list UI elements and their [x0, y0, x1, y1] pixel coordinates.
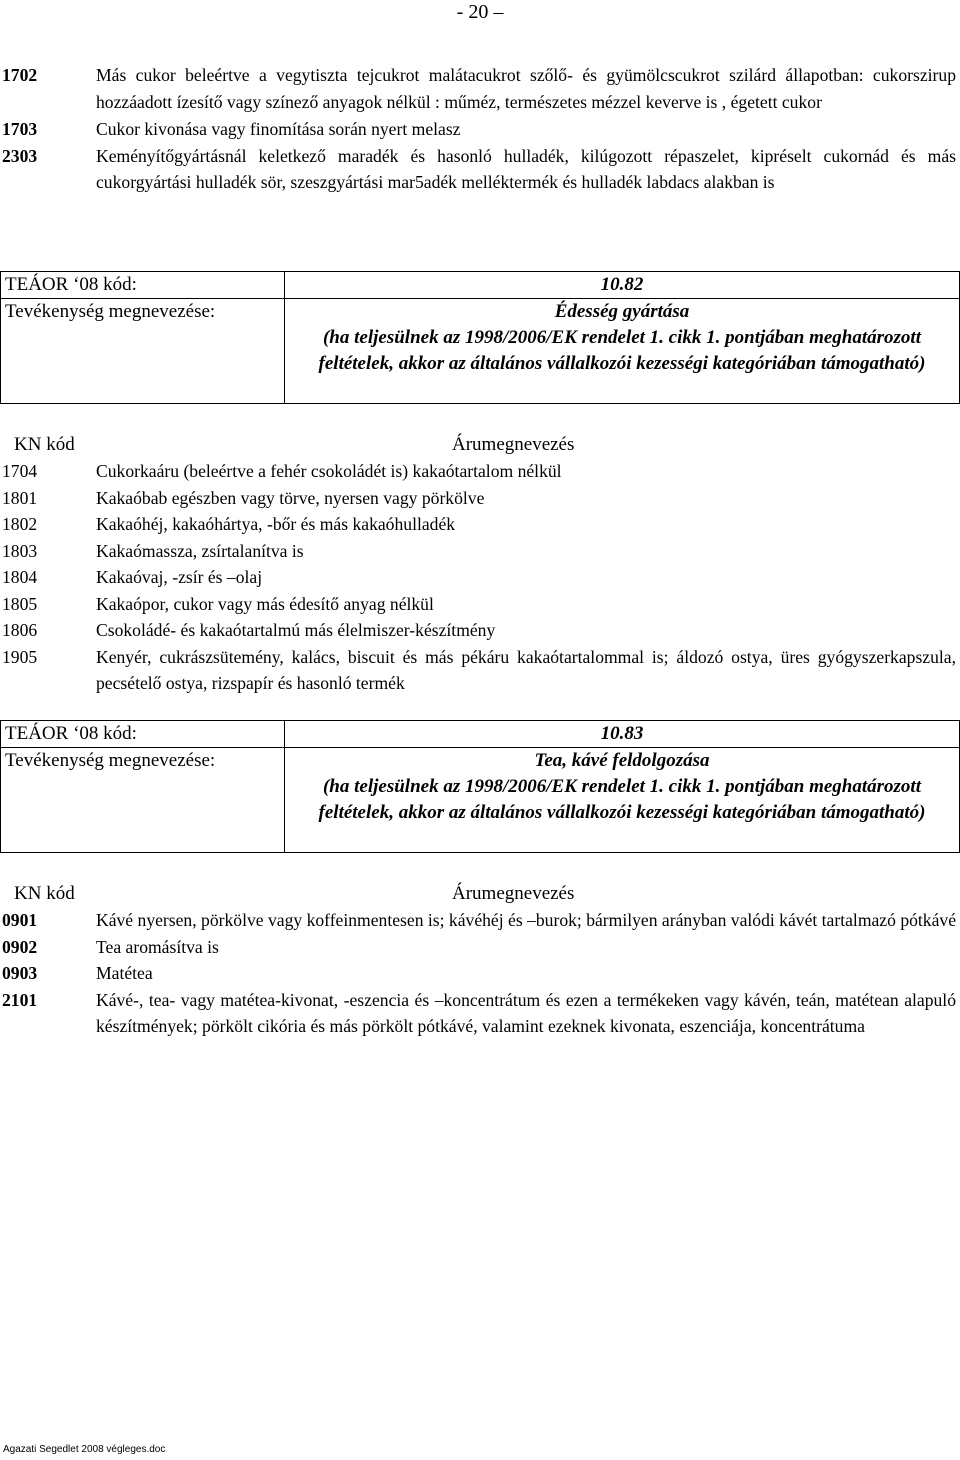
- page-number: - 20 –: [456, 1, 504, 23]
- activity-label: Tevékenység megnevezése:: [1, 748, 285, 853]
- list-item: [0, 538, 958, 565]
- product-description: Kakaóbab egészben vagy törve, nyersen vagy pörkölve: [96, 487, 485, 508]
- list-item: [0, 143, 958, 196]
- kn-code: 1803: [2, 540, 38, 561]
- kn-code: 0903: [2, 963, 38, 983]
- product-description: Cukorkaáru (beleértve a fehér csokoládét is) kakaótartalom nélkül: [96, 461, 562, 481]
- product-description: Tea aromásítva is: [96, 936, 219, 957]
- product-description: Kakaóhéj, kakaóhártya, -bőr és más kakaóhulladék: [96, 514, 456, 534]
- list-item: [0, 907, 958, 934]
- product-description: Kenyér, cukrászsütemény, kalács, biscuit és más pékáru kakaótartalommal is; áldozó ostya, üres gyógyszerkapszula, pecsételő ostya, rizspapír és hasonló termék: [96, 646, 956, 693]
- kn-table-header: [0, 881, 960, 907]
- product-description: Cukor kivonása vagy finomítása során nyert melasz: [96, 119, 461, 139]
- list-item: [0, 458, 958, 485]
- kn-code: 1804: [2, 567, 38, 587]
- list-item: [0, 62, 958, 115]
- kn-code: 0902: [2, 936, 38, 957]
- teaor-code-label: TEÁOR ‘08 kód:: [1, 272, 285, 299]
- activity-cell: [285, 299, 960, 404]
- activity-name: Édesség gyártása: [554, 301, 690, 322]
- product-description: Kakaóvaj, -zsír és –olaj: [96, 567, 263, 587]
- kn-code: 1905: [2, 646, 38, 667]
- list-item: [0, 564, 958, 591]
- product-description: Más cukor beleértve a vegytiszta tejcukrot malátacukrot szőlő- és gyümölcscukrot szilárd állapotban: cukorszirup hozzáadott ízesítő vagy színező anyagok nélkül : műméz, természetes mézzel keverve is , égetett cukor: [96, 65, 956, 112]
- activity-note: (ha teljesülnek az 1998/2006/EK rendelet 1. cikk 1. pontjában meghatározott feltételek, akkor az általános vállalkozói kezességi kategóriában támogatható): [318, 776, 926, 823]
- teaor-table: [0, 271, 960, 404]
- kn-code: 2101: [2, 989, 38, 1010]
- product-description: Kávé nyersen, pörkölve vagy koffeinmentesen is; kávéhéj és –burok; bármilyen arányban valódi kávét tartalmazó pótkávé: [96, 910, 957, 930]
- teaor-code-label: TEÁOR ‘08 kód:: [1, 721, 285, 748]
- intro-code-list: [0, 62, 958, 196]
- product-description: Kakaópor, cukor vagy más édesítő anyag nélkül: [96, 593, 434, 614]
- kn-code-list: [0, 458, 958, 697]
- activity-name: Tea, kávé feldolgozása: [534, 750, 710, 771]
- activity-cell: [285, 748, 960, 853]
- list-item: [0, 644, 958, 697]
- teaor-code-value: 10.82: [285, 272, 960, 299]
- kn-code: 0901: [2, 910, 38, 930]
- list-item: [0, 987, 958, 1040]
- list-item: [0, 485, 958, 512]
- kn-code-list: [0, 907, 958, 1040]
- product-description: Kávé-, tea- vagy matétea-kivonat, -eszencia és –koncentrátum és ezen a termékeken vagy kávén, teán, matétean alapuló készítmények; pörkölt cikória és más pörkölt pótkávé, valamint ezeknek kivonata, eszenciája, koncentrátuma: [96, 989, 956, 1036]
- list-item: [0, 934, 958, 961]
- activity-note: (ha teljesülnek az 1998/2006/EK rendelet 1. cikk 1. pontjában meghatározott feltételek, akkor az általános vállalkozói kezességi kategóriában támogatható): [318, 327, 926, 374]
- kn-code: 1704: [2, 461, 38, 481]
- kn-code: 2303: [2, 145, 38, 166]
- kn-table-header: [0, 432, 960, 458]
- product-name-header: Árumegnevezés: [452, 883, 575, 904]
- list-item: [0, 511, 958, 538]
- product-description: Matétea: [96, 963, 153, 983]
- teaor-code-value: 10.83: [285, 721, 960, 748]
- product-description: Kakaómassza, zsírtalanítva is: [96, 540, 304, 561]
- document-filename-footer: Agazati Segedlet 2008 végleges.doc: [3, 1444, 166, 1455]
- kn-code: 1805: [2, 593, 38, 614]
- product-description: Csokoládé- és kakaótartalmú más élelmiszer-készítmény: [96, 620, 496, 640]
- list-item: [0, 617, 958, 644]
- kn-code: 1702: [2, 65, 38, 85]
- teaor-table: [0, 720, 960, 853]
- kn-code: 1703: [2, 119, 38, 139]
- list-item: [0, 591, 958, 618]
- activity-label: Tevékenység megnevezése:: [1, 299, 285, 404]
- list-item: [0, 960, 958, 987]
- kn-code-header: KN kód: [14, 434, 75, 455]
- kn-code: 1801: [2, 487, 38, 508]
- kn-code-header: KN kód: [14, 883, 75, 904]
- kn-code: 1802: [2, 514, 38, 534]
- kn-code: 1806: [2, 620, 38, 640]
- list-item: [0, 116, 958, 143]
- product-name-header: Árumegnevezés: [452, 434, 575, 455]
- product-description: Keményítőgyártásnál keletkező maradék és hasonló hulladék, kilúgozott répaszelet, kipréselt cukornád és más cukorgyártási hulladék sör, szeszgyártási mar5adék melléktermék és hulladék labdacs alakban is: [96, 145, 956, 192]
